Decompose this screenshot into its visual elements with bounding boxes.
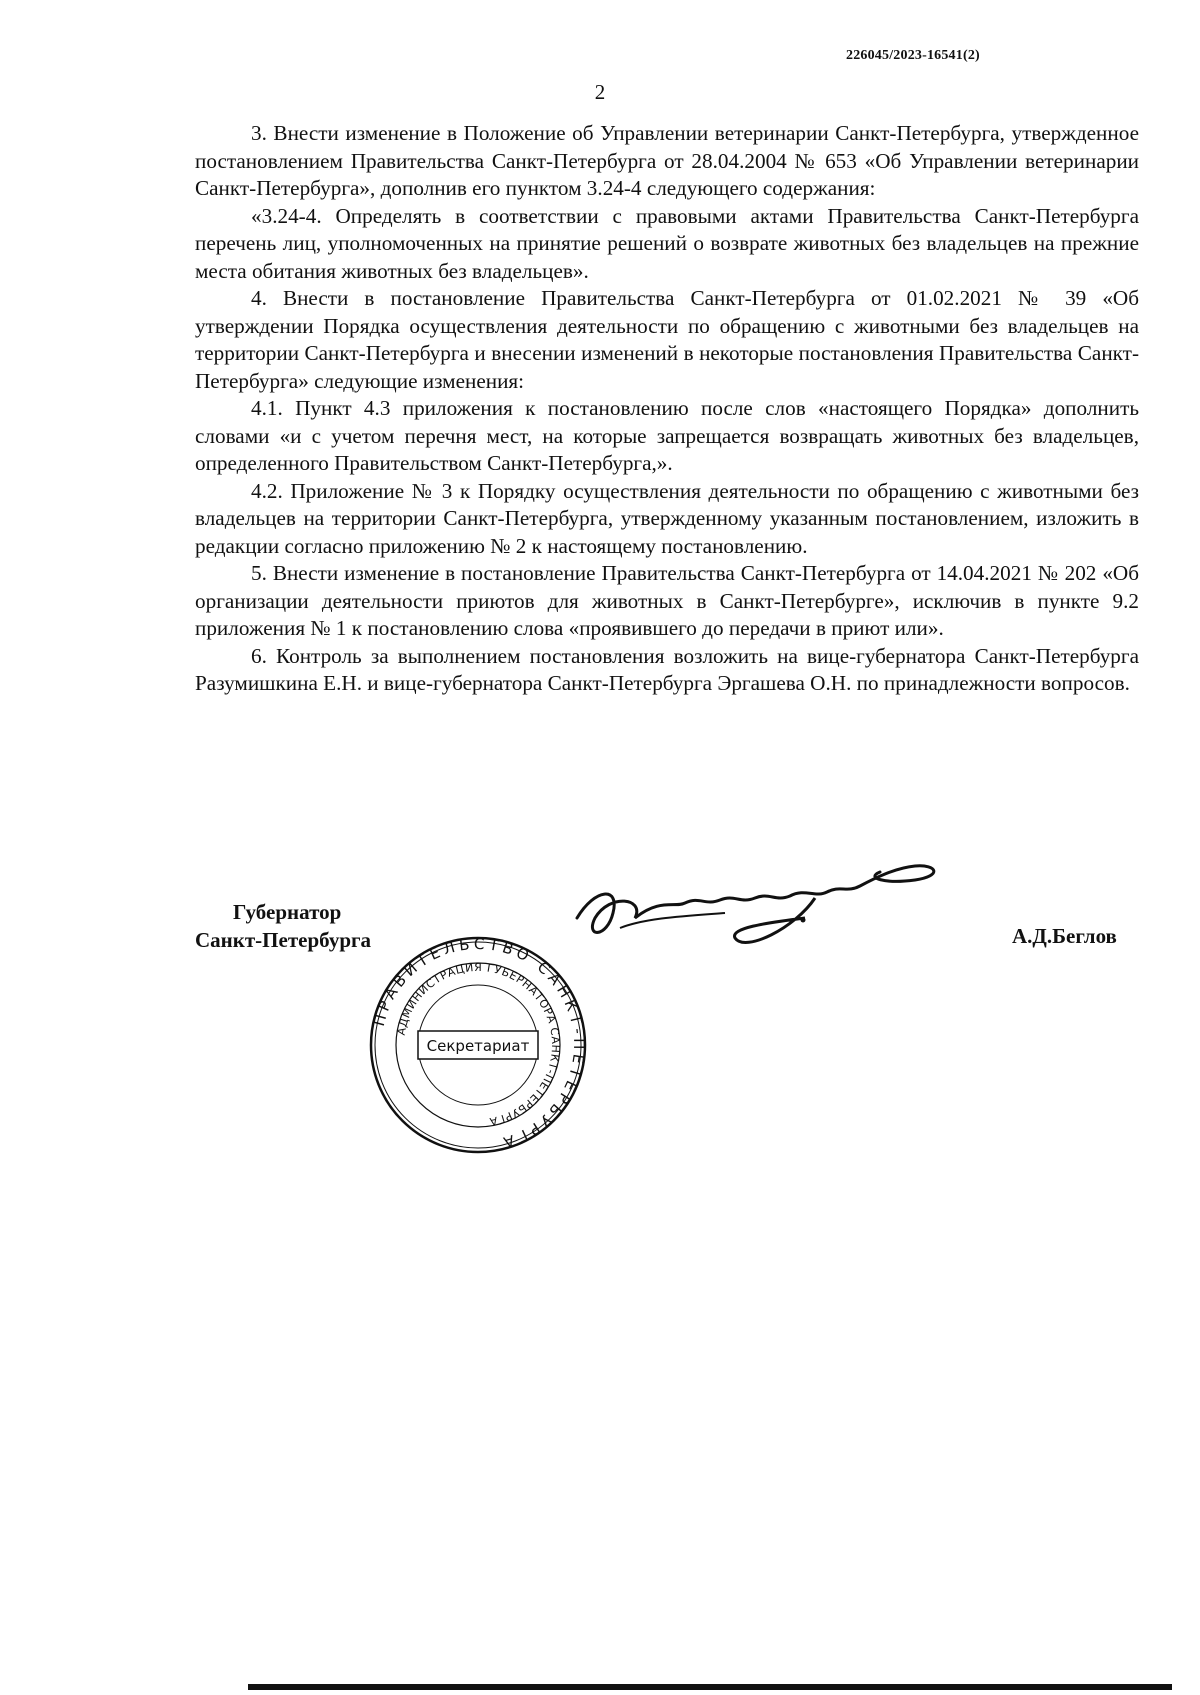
paragraph-4: 4. Внести в постановление Правительства Санкт-Петербурга от 01.02.2021 № 39 «Об утверждении Порядка осуществления деятельности по обращению с животными без владельцев на территории Санкт-Петербурга и внесении изменений в некоторые постановления Правительства Санкт-Петербурга» следующие изменения:	[195, 286, 1139, 393]
signatory-name: А.Д.Беглов	[1012, 924, 1117, 948]
signatory-title-line-1: Губернатор	[233, 900, 342, 924]
paragraph-4-1: 4.1. Пункт 4.3 приложения к постановлению после слов «настоящего Порядка» дополнить словами «и с учетом перечня мест, на которые запрещается возвращать животных без владельцев, определенного Правительством Санкт-Петербурга,».	[195, 396, 1139, 475]
handwritten-signature	[565, 858, 955, 968]
seal-outer-text: ПРАВИТЕЛЬСТВО САНКТ-ПЕТЕРБУРГА	[369, 935, 588, 1153]
signatory-title-line-2: Санкт-Петербурга	[195, 928, 372, 952]
paragraph-4-2: 4.2. Приложение № 3 к Порядку осуществления деятельности по обращению с животными без владельцев на территории Санкт-Петербурга, утвержденному указанным постановлением, изложить в редакции согласно приложению № 2 к настоящему постановлению.	[195, 478, 1139, 558]
paragraph-3: 3. Внести изменение в Положение об Управлении ветеринарии Санкт-Петербурга, утвержденное постановлением Правительства Санкт-Петербурга от 28.04.2004 № 653 «Об Управлении ветеринарии Санкт-Петербурга», дополнив его пунктом 3.24-4 следующего содержания:	[195, 121, 1139, 200]
paragraph-5: 5. Внести изменение в постановление Правительства Санкт-Петербурга от 14.04.2021 № 202 «Об организации деятельности приютов для животных в Санкт-Петербурге», исключив в пункте 9.2 приложения № 1 к постановлению слова «проявившего до передачи в приют или».	[195, 561, 1139, 640]
signatory-title	[195, 898, 371, 954]
document-body	[195, 120, 1139, 698]
seal-inner-text: АДМИНИСТРАЦИЯ ГУБЕРНАТОРА САНКТ-ПЕТЕРБУРГА	[394, 960, 563, 1129]
paragraph-6: 6. Контроль за выполнением постановления возложить на вице-губернатора Санкт-Петербурга Разумишкина Е.Н. и вице-губернатора Санкт-Петербурга Эргашева О.Н. по принадлежности вопросов.	[195, 643, 1139, 695]
seal-center-text: Секретариат	[426, 1037, 530, 1055]
page-bottom-edge	[248, 1684, 1172, 1690]
paragraph-3-quote: «3.24-4. Определять в соответствии с правовыми актами Правительства Санкт-Петербурга перечень лиц, уполномоченных на принятие решений о возврате животных без владельцев на прежние места обитания животных без владельцев».	[195, 203, 1139, 283]
official-seal	[368, 935, 588, 1155]
page-number: 2	[594, 80, 606, 104]
document-registration-number: 226045/2023-16541(2)	[846, 48, 980, 63]
